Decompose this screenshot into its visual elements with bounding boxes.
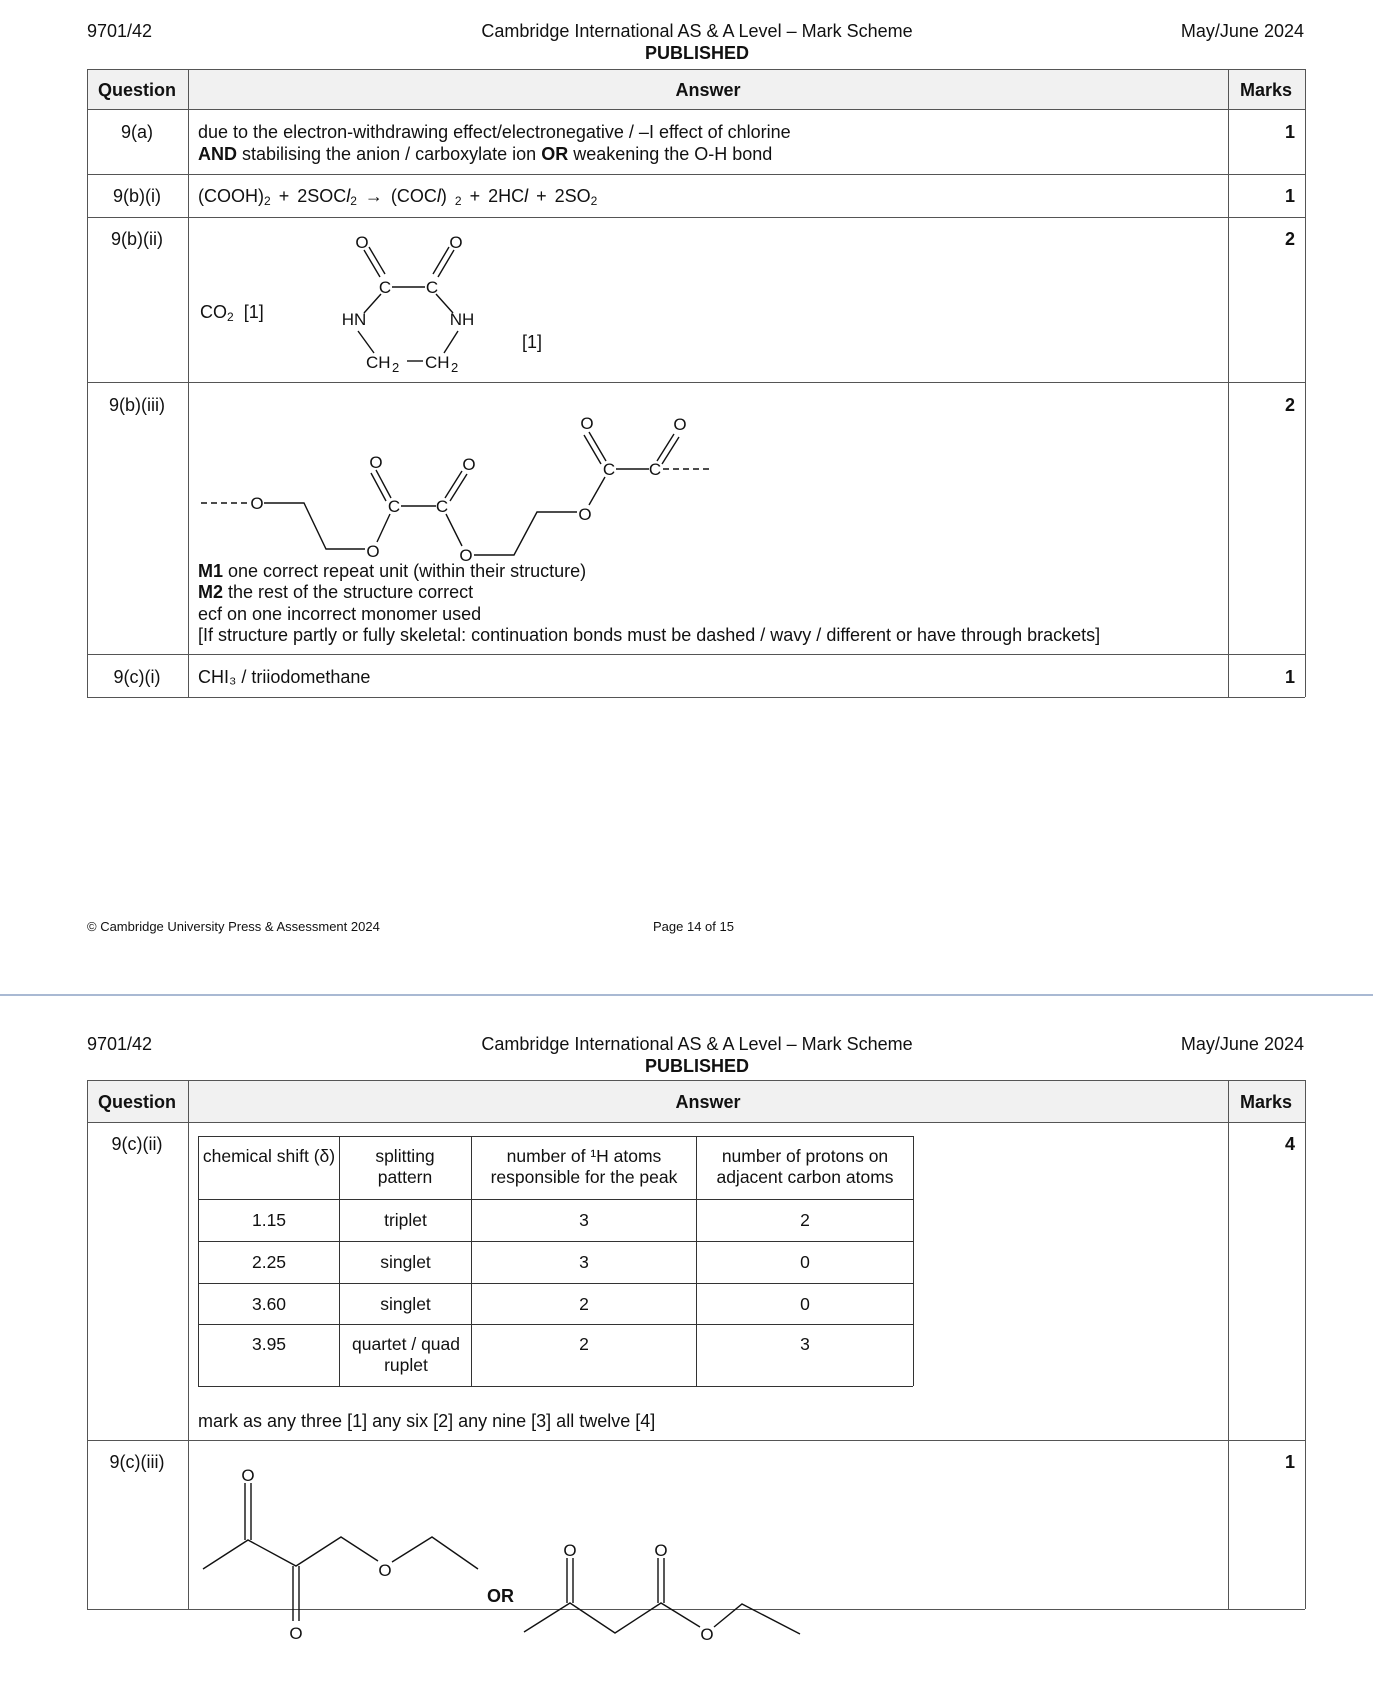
- svg-text:O: O: [563, 1541, 577, 1560]
- page-number: Page 14 of 15: [653, 919, 734, 934]
- chemical-shift: 2.25: [251, 1252, 287, 1272]
- chemical-shift: 1.15: [251, 1210, 287, 1230]
- marks-value: 2: [1284, 229, 1295, 249]
- marks-value: 2: [1284, 395, 1295, 415]
- column-header-answer: Answer: [675, 1092, 741, 1112]
- question-number: 9(b)(i): [113, 186, 161, 206]
- answer-line: M1 one correct repeat unit (within their structure): [198, 561, 587, 581]
- adjacent-proton-count: 3: [800, 1334, 810, 1354]
- session-label: May/June 2024: [1180, 1034, 1304, 1054]
- answer-line: M2 the rest of the structure correct: [198, 582, 474, 602]
- answer-line: [If structure partly or fully skeletal: continuation bonds must be dashed / wavy / different or have through brackets]: [198, 625, 1101, 645]
- svg-text:O: O: [673, 415, 687, 434]
- column-header-marks: Marks: [1239, 1092, 1293, 1112]
- reaction-equation: $(COOH)_2$ + 2SOCl$_2$ → (COCl) $_2 + 2HCl + 2SO_2$: [198, 186, 598, 208]
- adjacent-proton-count: 0: [800, 1294, 810, 1314]
- co2-answer: $CO_2$ [1]: [200, 302, 264, 324]
- column-header-question: Question: [97, 80, 177, 100]
- splitting-pattern: singlet: [380, 1294, 431, 1314]
- svg-text:O: O: [459, 546, 473, 565]
- svg-text:2: 2: [451, 360, 459, 375]
- marks-value: 1: [1284, 186, 1295, 206]
- column-header-question: Question: [97, 1092, 177, 1112]
- svg-text:C: C: [602, 460, 616, 479]
- svg-text:C: C: [435, 497, 449, 516]
- svg-text:C: C: [378, 278, 392, 297]
- svg-text:O: O: [241, 1466, 255, 1485]
- nmr-header-h-atoms: number of ¹H atoms responsible for the peak: [490, 1146, 678, 1187]
- question-number: 9(a): [120, 122, 154, 142]
- column-header-marks: Marks: [1239, 80, 1293, 100]
- nmr-header-splitting: splitting pattern: [375, 1146, 435, 1187]
- svg-text:NH: NH: [449, 310, 475, 329]
- svg-text:O: O: [378, 1561, 392, 1580]
- answer-line: due to the electron-withdrawing effect/electronegative / –I effect of chlorine: [198, 122, 791, 142]
- svg-text:O: O: [355, 233, 369, 252]
- svg-text:C: C: [648, 460, 662, 479]
- question-number: 9(b)(iii): [109, 395, 165, 415]
- svg-text:O: O: [449, 233, 463, 252]
- splitting-pattern: triplet: [384, 1210, 427, 1230]
- svg-text:C: C: [425, 278, 439, 297]
- svg-text:O: O: [700, 1625, 714, 1644]
- structure-mark: [1]: [522, 332, 543, 352]
- document-title: Cambridge International AS & A Level – Mark Scheme: [481, 21, 913, 41]
- question-number: 9(c)(ii): [111, 1134, 163, 1154]
- or-label: OR: [487, 1586, 514, 1606]
- answer-line: ecf on one incorrect monomer used: [198, 604, 482, 624]
- svg-text:O: O: [369, 453, 383, 472]
- svg-text:2: 2: [392, 360, 400, 375]
- column-header-answer: Answer: [675, 80, 741, 100]
- document-title: Cambridge International AS & A Level – Mark Scheme: [481, 1034, 913, 1054]
- chemical-shift: 3.60: [251, 1294, 287, 1314]
- marks-value: 1: [1284, 122, 1295, 142]
- svg-text:O: O: [578, 505, 592, 524]
- svg-text:O: O: [289, 1624, 303, 1643]
- paper-code: 9701/42: [87, 21, 153, 41]
- paper-code: 9701/42: [87, 1034, 153, 1054]
- svg-text:O: O: [250, 494, 264, 513]
- question-number: 9(b)(ii): [111, 229, 163, 249]
- marks-value: 1: [1284, 667, 1295, 687]
- answer-line: CHI₃ / triiodomethane: [198, 667, 371, 687]
- session-label: May/June 2024: [1180, 21, 1304, 41]
- splitting-pattern: singlet: [380, 1252, 431, 1272]
- marking-guidance: mark as any three [1] any six [2] any nine [3] all twelve [4]: [198, 1411, 656, 1431]
- svg-text:HN: HN: [341, 310, 367, 329]
- adjacent-proton-count: 2: [800, 1210, 810, 1230]
- svg-text:C: C: [387, 497, 401, 516]
- marks-value: 4: [1284, 1134, 1295, 1154]
- published-label: PUBLISHED: [644, 1056, 750, 1076]
- chemical-shift: 3.95: [251, 1334, 287, 1354]
- nmr-header-shift: chemical shift (δ): [202, 1146, 336, 1166]
- adjacent-proton-count: 0: [800, 1252, 810, 1272]
- question-number: 9(c)(i): [113, 667, 161, 687]
- answer-line: AND stabilising the anion / carboxylate ion OR weakening the O-H bond: [198, 144, 773, 164]
- h-atom-count: 3: [579, 1210, 589, 1230]
- svg-text:CH: CH: [425, 353, 450, 372]
- svg-text:O: O: [654, 1541, 668, 1560]
- question-number: 9(c)(iii): [109, 1452, 165, 1472]
- copyright-footer: © Cambridge University Press & Assessment 2024: [87, 919, 380, 934]
- h-atom-count: 3: [579, 1252, 589, 1272]
- svg-text:CH: CH: [366, 353, 391, 372]
- h-atom-count: 2: [579, 1334, 589, 1354]
- svg-text:O: O: [580, 414, 594, 433]
- nmr-header-adjacent-protons: number of protons on adjacent carbon atoms: [716, 1146, 894, 1187]
- splitting-pattern: quartet / quad ruplet: [352, 1334, 460, 1375]
- h-atom-count: 2: [579, 1294, 589, 1314]
- svg-text:O: O: [462, 455, 476, 474]
- marks-value: 1: [1284, 1452, 1295, 1472]
- published-label: PUBLISHED: [644, 43, 750, 63]
- svg-text:O: O: [366, 542, 380, 561]
